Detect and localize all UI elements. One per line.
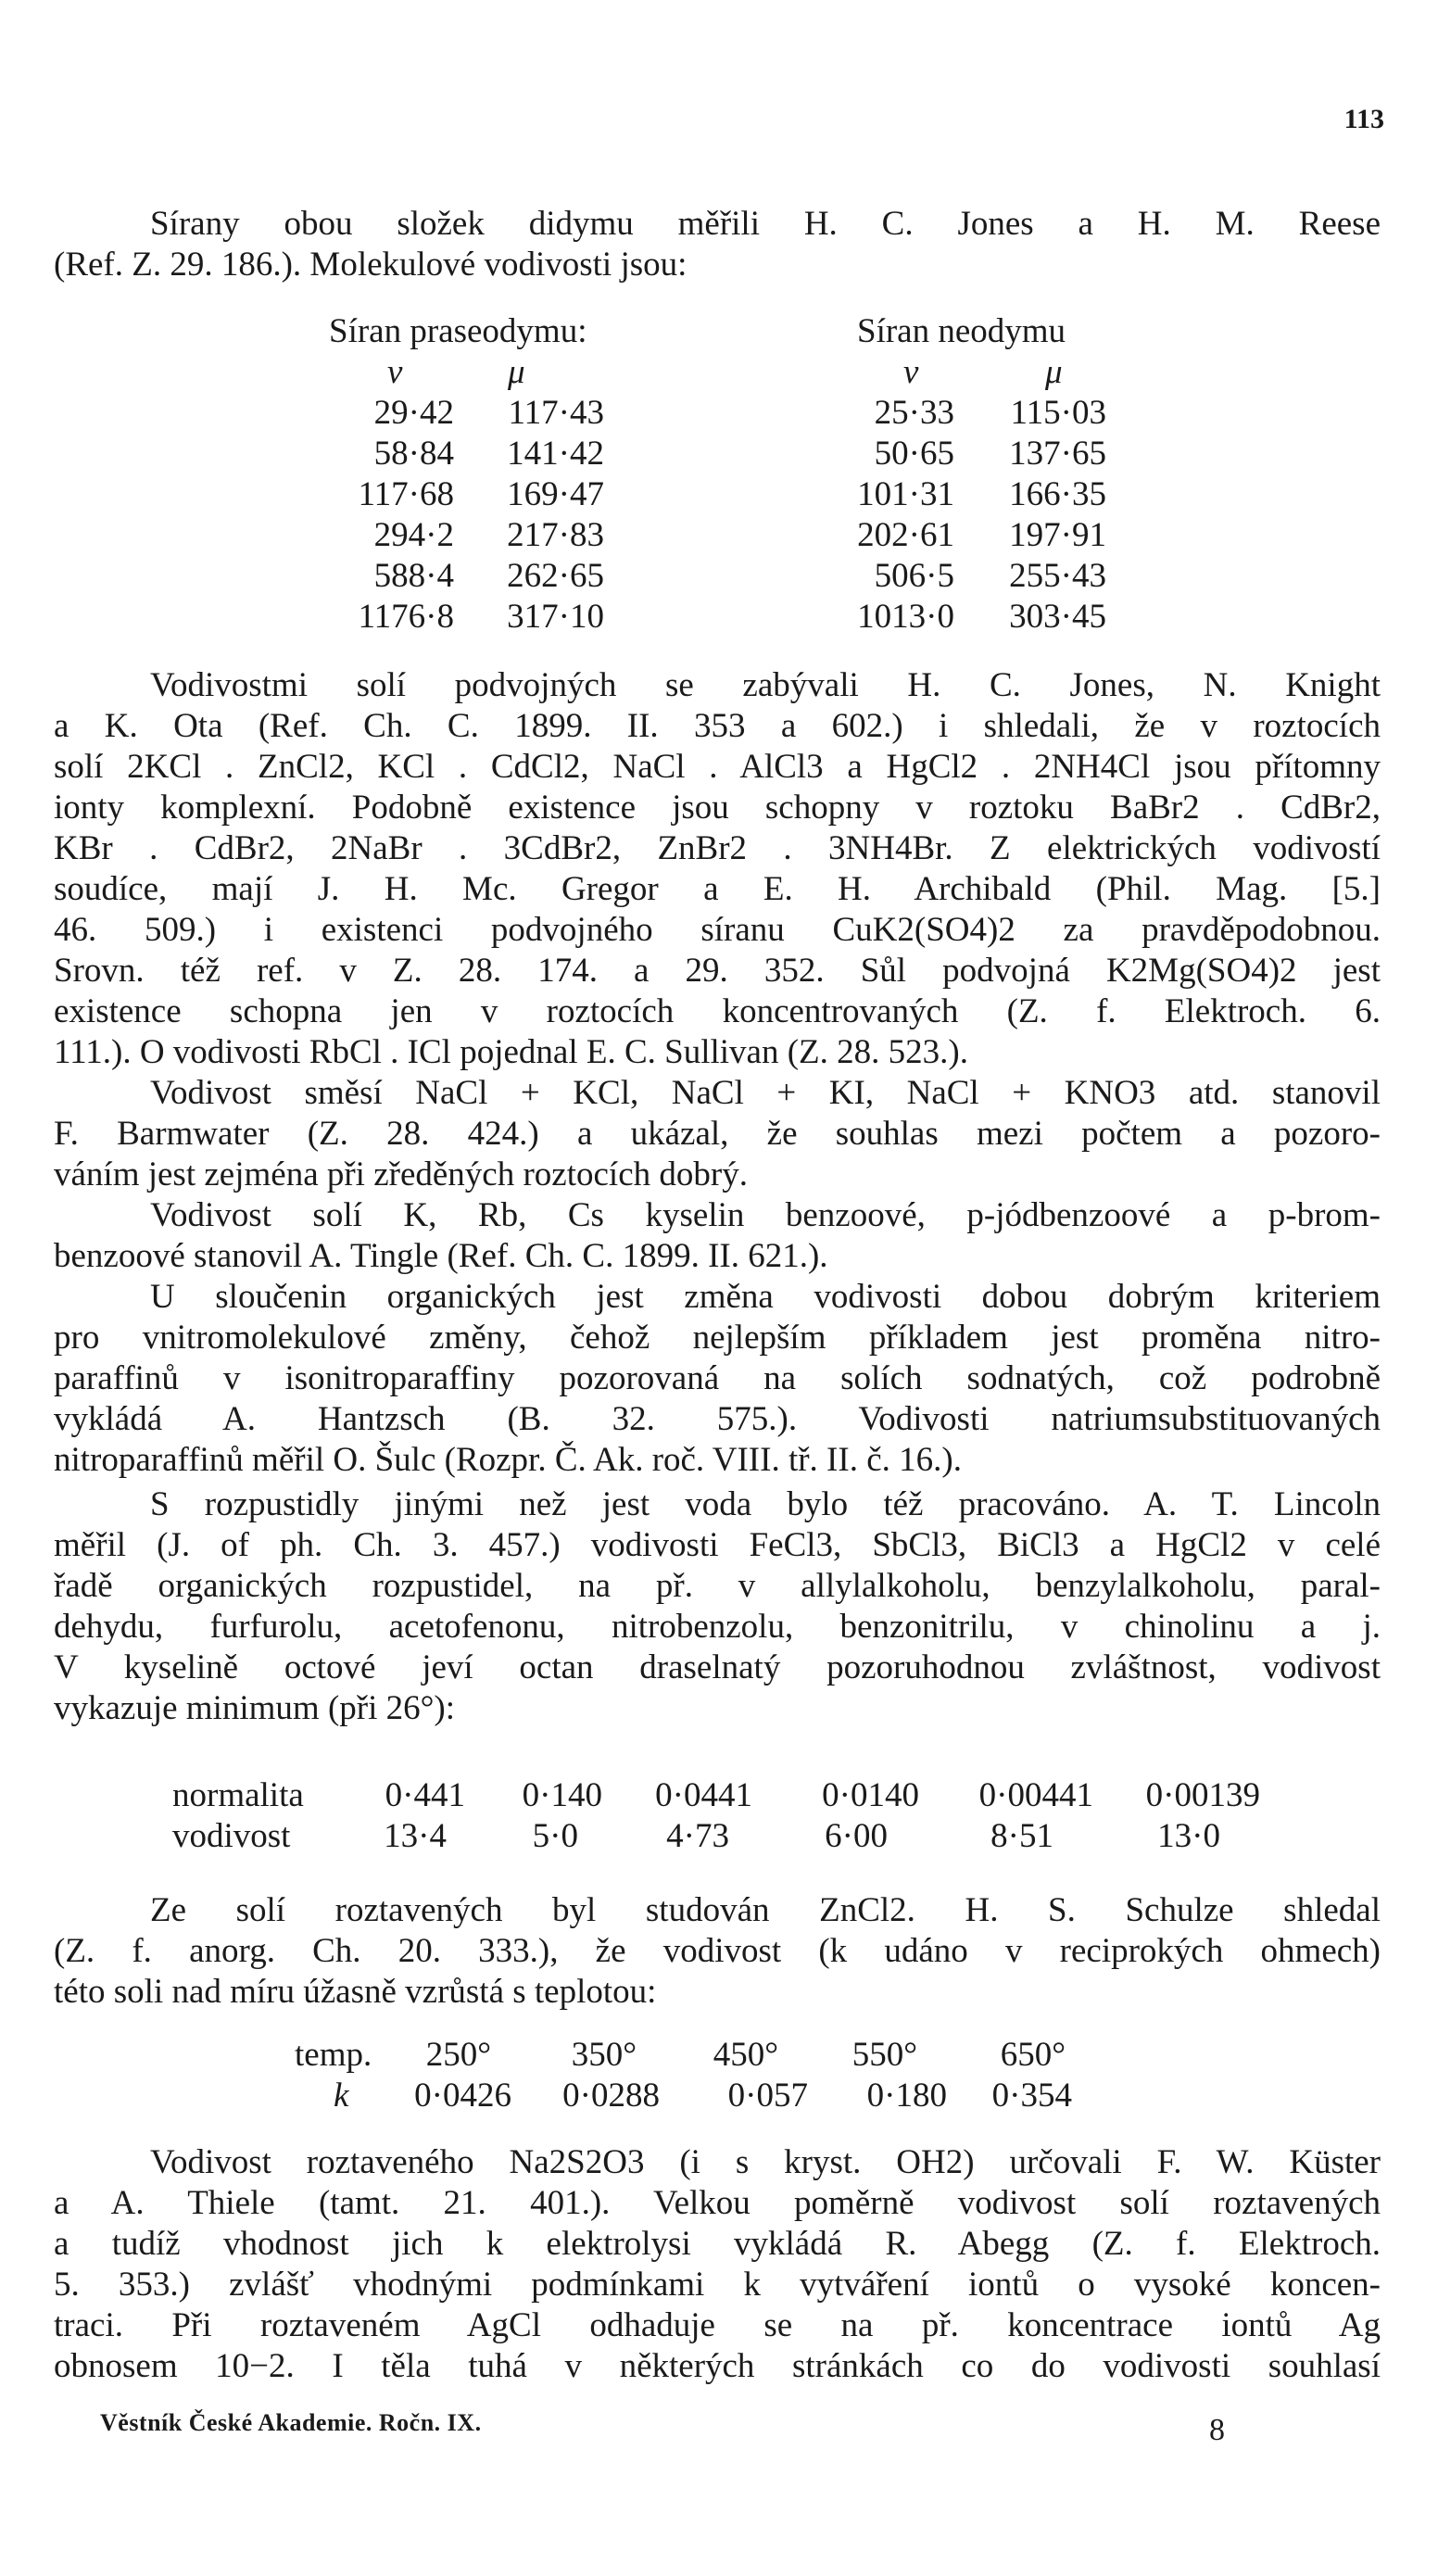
table-cell: 8·51 bbox=[990, 1817, 1053, 1855]
table-cell: 5·0 bbox=[532, 1817, 578, 1855]
row-label-normality: normalita bbox=[172, 1776, 304, 1814]
table-title-neodymium: Síran neodymu bbox=[857, 312, 1066, 350]
table-cell: 250° bbox=[425, 2036, 491, 2074]
text-line: a tudíž vhodnost jich k elektrolysi vykládá R. Abegg (Z. f. Elektroch. bbox=[54, 2225, 1381, 2263]
text-line: traci. Při roztaveném AgCl odhaduje se na př. koncentrace iontů Ag bbox=[54, 2306, 1381, 2344]
text-line: V kyselině octové jeví octan draselnatý pozoruhodnou zvláštnost, vodivost bbox=[54, 1648, 1381, 1686]
text-line: S rozpustidly jinými než jest voda bylo též pracováno. A. T. Lincoln bbox=[150, 1485, 1381, 1523]
table-cell: 137·65 bbox=[1009, 435, 1106, 473]
table-cell: 117·68 bbox=[358, 475, 454, 513]
temperature-conductivity-table bbox=[0, 2035, 1438, 2118]
text-line: 5. 353.) zvlášť vhodnými podmínkami k vytváření iontů o vysoké koncen- bbox=[54, 2266, 1381, 2304]
text-line: (Z. f. anorg. Ch. 20. 333.), že vodivost (k udáno v reciprokých ohmech) bbox=[54, 1932, 1381, 1970]
paragraph-molten-thiosulfate bbox=[54, 2142, 1381, 2387]
text-line: paraffinů v isonitroparaffiny pozorovaná na solích sodnatých, což podrobně bbox=[54, 1359, 1381, 1397]
column-header-mu: μ bbox=[1045, 353, 1063, 391]
text-line: a A. Thiele (tamt. 21. 401.). Velkou poměrně vodivost solí roztavených bbox=[54, 2184, 1381, 2222]
table-cell: 0·140 bbox=[522, 1776, 602, 1814]
text-line: váním jest zejména při zředěných roztocích dobrý. bbox=[54, 1155, 748, 1193]
table-cell: 294·2 bbox=[373, 516, 454, 554]
signature-mark: 8 bbox=[1209, 2413, 1225, 2447]
text-line: vykládá A. Hantzsch (B. 32. 575.). Vodivosti natriumsubstituovaných bbox=[54, 1400, 1381, 1438]
table-cell: 141·42 bbox=[507, 435, 604, 473]
paragraph-molten-salts bbox=[54, 1890, 1381, 2013]
table-cell: 50·65 bbox=[874, 435, 954, 473]
table-cell: 650° bbox=[1000, 2036, 1066, 2074]
paragraph-double-salts bbox=[54, 665, 1381, 1073]
text-line: benzoové stanovil A. Tingle (Ref. Ch. C. 1899. II. 621.). bbox=[54, 1237, 828, 1275]
table-cell: 317·10 bbox=[507, 598, 604, 636]
table-cell: 262·65 bbox=[507, 557, 604, 595]
text-line: Srovn. též ref. v Z. 28. 174. a 29. 352. Sůl podvojná K2Mg(SO4)2 jest bbox=[54, 952, 1381, 990]
table-cell: 4·73 bbox=[666, 1817, 729, 1855]
text-line: 46. 509.) i existenci podvojného síranu CuK2(SO4)2 za pravděpodobnou. bbox=[54, 911, 1381, 949]
table-cell: 1176·8 bbox=[358, 598, 454, 636]
text-line: a K. Ota (Ref. Ch. C. 1899. II. 353 a 602.) i shledali, že v roztocích bbox=[54, 707, 1381, 745]
table-cell: 450° bbox=[713, 2036, 778, 2074]
table-title-praseodymium: Síran praseodymu: bbox=[329, 312, 587, 350]
text-line: Vodivost směsí NaCl + KCl, NaCl + KI, NaCl + KNO3 atd. stanovil bbox=[150, 1074, 1381, 1112]
table-cell: 588·4 bbox=[373, 557, 454, 595]
table-cell: 197·91 bbox=[1009, 516, 1106, 554]
column-header-v: v bbox=[387, 353, 403, 391]
table-cell: 101·31 bbox=[857, 475, 954, 513]
text-line: ionty komplexní. Podobně existence jsou schopny v roztoku BaBr2 . CdBr2, bbox=[54, 789, 1381, 827]
table-cell: 506·5 bbox=[874, 557, 954, 595]
text-line: obnosem 10−2. I těla tuhá v některých stránkách co do vodivosti souhlasí bbox=[54, 2347, 1381, 2385]
row-label-temperature: temp. bbox=[295, 2036, 372, 2074]
column-header-mu: μ bbox=[508, 353, 525, 391]
table-cell: 0·180 bbox=[866, 2077, 947, 2115]
table-cell: 0·057 bbox=[727, 2077, 808, 2115]
text-line: F. Barmwater (Z. 28. 424.) a ukázal, že souhlas mezi počtem a pozoro- bbox=[54, 1115, 1381, 1153]
table-cell: 13·0 bbox=[1157, 1817, 1220, 1855]
row-label-k: k bbox=[334, 2077, 349, 2115]
table-cell: 0·441 bbox=[385, 1776, 465, 1814]
text-line: měřil (J. of ph. Ch. 3. 457.) vodivosti FeCl3, SbCl3, BiCl3 a HgCl2 v celé bbox=[54, 1526, 1381, 1564]
table-cell: 255·43 bbox=[1009, 557, 1106, 595]
paragraph-intro bbox=[54, 204, 1381, 285]
conductivity-table-sulfates bbox=[0, 306, 1438, 649]
text-line: solí 2KCl . ZnCl2, KCl . CdCl2, NaCl . AlCl3 a HgCl2 . 2NH4Cl jsou přítomny bbox=[54, 748, 1381, 786]
text-line: Vodivost roztaveného Na2S2O3 (i s kryst. OH2) určovali F. W. Küster bbox=[150, 2143, 1381, 2181]
table-cell: 1013·0 bbox=[857, 598, 954, 636]
text-line: U sloučenin organických jest změna vodivosti dobou dobrým kriteriem bbox=[150, 1278, 1381, 1316]
table-cell: 0·0441 bbox=[655, 1776, 752, 1814]
text-line: dehydu, furfurolu, acetofenonu, nitrobenzolu, benzonitrilu, v chinolinu a j. bbox=[54, 1608, 1381, 1646]
row-label-conductivity: vodivost bbox=[172, 1817, 291, 1855]
text-line: řadě organických rozpustidel, na př. v allylalkoholu, benzylalkoholu, paral- bbox=[54, 1567, 1381, 1605]
table-cell: 0·0426 bbox=[414, 2077, 511, 2115]
text-line: Ze solí roztavených byl studován ZnCl2. H. S. Schulze shledal bbox=[150, 1891, 1381, 1929]
table-cell: 350° bbox=[571, 2036, 637, 2074]
text-line: 111.). O vodivosti RbCl . ICl pojednal E. C. Sullivan (Z. 28. 523.). bbox=[54, 1033, 968, 1071]
table-cell: 550° bbox=[851, 2036, 917, 2074]
table-cell: 0·00441 bbox=[978, 1776, 1093, 1814]
table-cell: 0·0140 bbox=[822, 1776, 919, 1814]
text-line: existence schopna jen v roztocích koncentrovaných (Z. f. Elektroch. 6. bbox=[54, 992, 1381, 1030]
table-cell: 115·03 bbox=[1010, 394, 1106, 432]
table-cell: 166·35 bbox=[1009, 475, 1106, 513]
text-line: (Ref. Z. 29. 186.). Molekulové vodivosti jsou: bbox=[54, 246, 687, 284]
table-cell: 25·33 bbox=[874, 394, 954, 432]
text-line: Vodivost solí K, Rb, Cs kyselin benzoové, p-jódbenzoové a p-brom- bbox=[150, 1196, 1381, 1234]
text-line: soudíce, mají J. H. Mc. Gregor a E. H. Archibald (Phil. Mag. [5.] bbox=[54, 870, 1381, 908]
table-cell: 217·83 bbox=[507, 516, 604, 554]
journal-footer: Věstník České Akademie. Ročn. IX. bbox=[100, 2409, 482, 2436]
paragraph-organic bbox=[54, 1277, 1381, 1481]
table-cell: 13·4 bbox=[384, 1817, 447, 1855]
table-cell: 169·47 bbox=[507, 475, 604, 513]
table-cell: 0·00139 bbox=[1145, 1776, 1260, 1814]
page-number: 113 bbox=[1343, 104, 1384, 134]
table-cell: 202·61 bbox=[857, 516, 954, 554]
text-line: této soli nad míru úžasně vzrůstá s teplotou: bbox=[54, 1973, 657, 2011]
table-cell: 303·45 bbox=[1009, 598, 1106, 636]
text-line: pro vnitromolekulové změny, čehož nejlepším příkladem jest proměna nitro- bbox=[54, 1319, 1381, 1357]
text-line: Vodivostmi solí podvojných se zabývali H. C. Jones, N. Knight bbox=[150, 666, 1381, 704]
column-header-v: v bbox=[903, 353, 919, 391]
paragraph-mixtures bbox=[54, 1073, 1381, 1195]
paragraph-benzoates bbox=[54, 1195, 1381, 1277]
table-cell: 117·43 bbox=[508, 394, 604, 432]
table-cell: 0·0288 bbox=[562, 2077, 660, 2115]
text-line: nitroparaffinů měřil O. Šulc (Rozpr. Č. Ak. roč. VIII. tř. II. č. 16.). bbox=[54, 1441, 962, 1479]
text-line: Sírany obou složek didymu měřili H. C. Jones a H. M. Reese bbox=[150, 205, 1381, 243]
table-cell: 0·354 bbox=[991, 2077, 1072, 2115]
normality-conductivity-table bbox=[0, 1775, 1438, 1859]
table-cell: 29·42 bbox=[373, 394, 454, 432]
text-line: KBr . CdBr2, 2NaBr . 3CdBr2, ZnBr2 . 3NH4Br. Z elektrických vodivostí bbox=[54, 829, 1381, 867]
table-cell: 6·00 bbox=[825, 1817, 888, 1855]
text-line: vykazuje minimum (při 26°): bbox=[54, 1689, 456, 1727]
table-cell: 58·84 bbox=[373, 435, 454, 473]
paragraph-solvents bbox=[54, 1484, 1381, 1729]
